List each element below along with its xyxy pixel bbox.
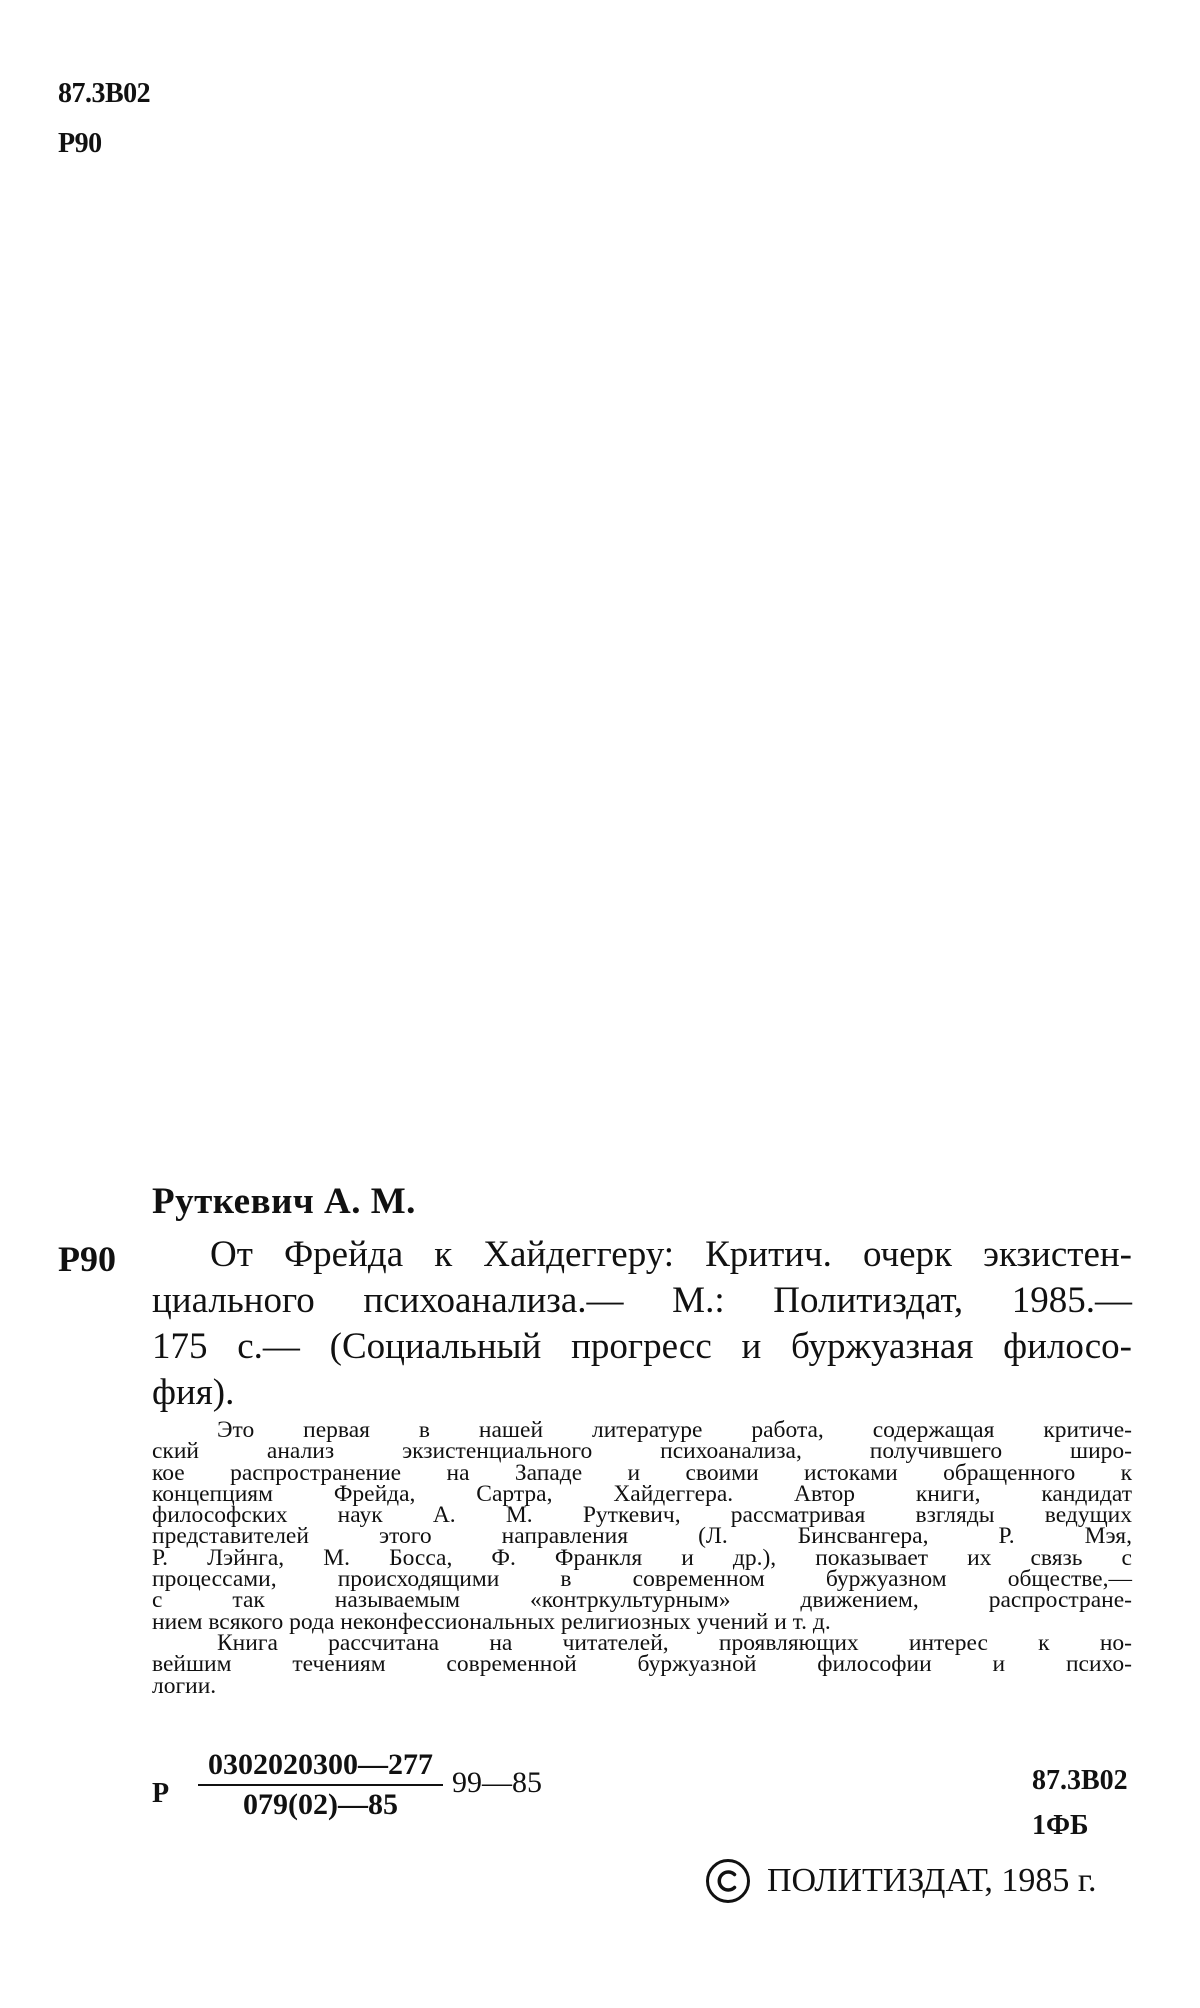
biblio-line: 175 с.— (Социальный прогресс и буржуазная филосо- <box>152 1326 1132 1367</box>
bbk-code: 87.3В02 <box>1032 1765 1128 1796</box>
annotation-line: ский анализ экзистенциального психоанализа, получившего широ- <box>152 1438 1132 1465</box>
annotation-line: нием всякого рода неконфессиональных религиозных учений и т. д. <box>152 1608 831 1635</box>
copyright-line <box>705 1858 1097 1904</box>
annotation-line: вейшим течениям современной буржуазной философии и психо- <box>152 1651 1132 1678</box>
annotation-line: концепциям Фрейда, Сартра, Хайдеггера. Автор книги, кандидат <box>152 1480 1132 1507</box>
annotation-line: философских наук А. М. Руткевич, рассматривая взгляды ведущих <box>152 1502 1132 1529</box>
annotation-line: Это первая в нашей литературе работа, содержащая критиче- <box>217 1417 1132 1443</box>
annotation <box>152 1417 1132 1699</box>
annotation-line: процессами, происходящими в современном буржуазном обществе,— <box>152 1566 1132 1593</box>
annotation-line: логии. <box>152 1672 217 1699</box>
cutter-code: Р90 <box>58 1239 116 1279</box>
index-letter: Р <box>152 1778 170 1809</box>
publication-code-fraction <box>198 1748 443 1822</box>
author-name: Руткевич А. М. <box>152 1181 416 1222</box>
fraction-denominator: 079(02)—85 <box>243 1788 398 1821</box>
annotation-line: Книга рассчитана на читателей, проявляющих интерес к но- <box>217 1629 1132 1656</box>
annotation-line: Р. Лэйнга, М. Босса, Ф. Франкля и др.), показывает их связь с <box>152 1544 1132 1571</box>
copyright-text: ПОЛИТИЗДАТ, 1985 г. <box>767 1862 1097 1899</box>
biblio-line: фия). <box>152 1372 235 1413</box>
fraction-suffix: 99—85 <box>452 1766 542 1799</box>
annotation-line: с так называемым «контркультурным» движением, распростране- <box>152 1587 1132 1614</box>
cutter-index: Р90 <box>58 128 102 159</box>
copyright-icon <box>705 1858 751 1904</box>
biblio-line: От Фрейда к Хайдеггеру: Критич. очерк экзистен- <box>210 1234 1132 1275</box>
annotation-line: представителей этого направления (Л. Бинсвангера, Р. Мэя, <box>152 1523 1132 1550</box>
biblio-line: циального психоанализа.— М.: Политиздат, 1985.— <box>152 1280 1132 1321</box>
annotation-line: кое распространение на Западе и своими истоками обращенного к <box>152 1459 1132 1486</box>
bibliographic-description <box>152 1232 1132 1416</box>
fraction-numerator: 0302020300—277 <box>198 1748 443 1786</box>
udk-index: 87.3В02 <box>58 78 151 109</box>
format-code: 1ФБ <box>1032 1810 1089 1841</box>
